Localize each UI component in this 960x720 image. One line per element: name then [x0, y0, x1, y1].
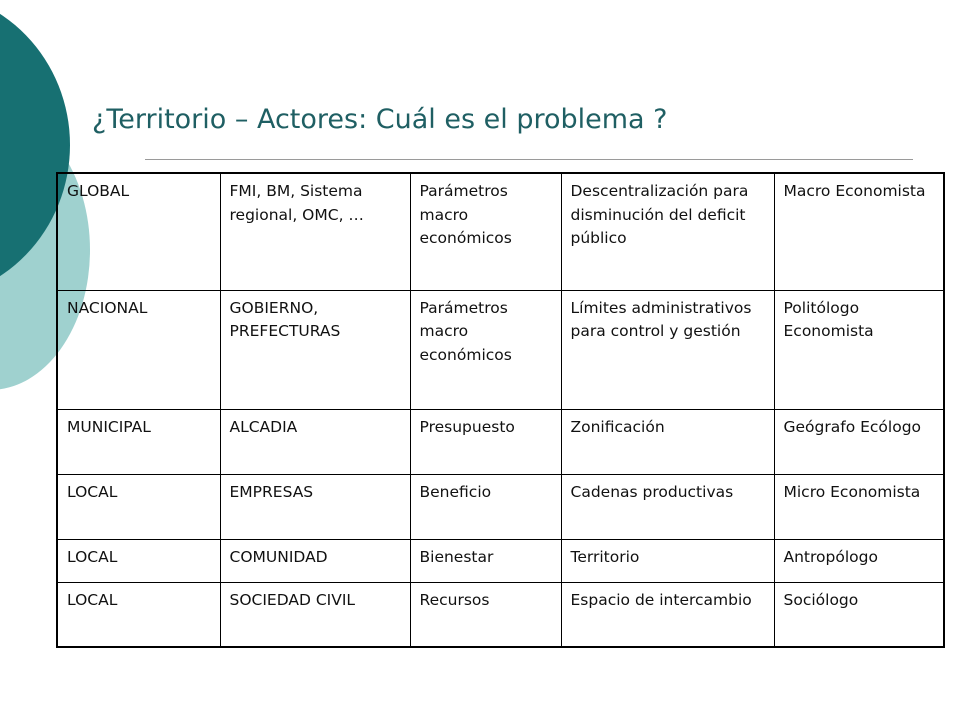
table-row [57, 409, 944, 474]
table-cell: Micro Economista [774, 474, 944, 539]
table-cell: GLOBAL [57, 173, 220, 290]
table-cell: Cadenas productivas [561, 474, 774, 539]
slide-title: ¿Territorio – Actores: Cuál es el problema ? [92, 104, 668, 135]
title-divider [145, 159, 913, 160]
table-cell: Presupuesto [410, 409, 561, 474]
table-cell: Macro Economista [774, 173, 944, 290]
table-cell: Beneficio [410, 474, 561, 539]
table-cell: SOCIEDAD CIVIL [220, 582, 410, 647]
table-cell: Territorio [561, 539, 774, 582]
table-cell: Bienestar [410, 539, 561, 582]
table-cell: Geógrafo Ecólogo [774, 409, 944, 474]
table-cell: COMUNIDAD [220, 539, 410, 582]
table-row [57, 539, 944, 582]
table-row [57, 474, 944, 539]
table-cell: LOCAL [57, 582, 220, 647]
table-row [57, 173, 944, 290]
table-cell: Sociólogo [774, 582, 944, 647]
actors-table [56, 172, 945, 648]
table-cell: Politólogo Economista [774, 290, 944, 409]
table-cell: EMPRESAS [220, 474, 410, 539]
table-cell: MUNICIPAL [57, 409, 220, 474]
table-cell: Recursos [410, 582, 561, 647]
table-cell: GOBIERNO, PREFECTURAS [220, 290, 410, 409]
table-cell: ALCADIA [220, 409, 410, 474]
table-cell: Parámetros macro económicos [410, 173, 561, 290]
table-cell: Parámetros macro económicos [410, 290, 561, 409]
table-cell: Antropólogo [774, 539, 944, 582]
table-cell: Espacio de intercambio [561, 582, 774, 647]
table-cell: FMI, BM, Sistema regional, OMC, … [220, 173, 410, 290]
table-row [57, 582, 944, 647]
table-cell: Zonificación [561, 409, 774, 474]
table-cell: NACIONAL [57, 290, 220, 409]
table-cell: LOCAL [57, 474, 220, 539]
table-cell: Descentralización para disminución del deficit público [561, 173, 774, 290]
table-row [57, 290, 944, 409]
table-cell: LOCAL [57, 539, 220, 582]
table-cell: Límites administrativos para control y gestión [561, 290, 774, 409]
